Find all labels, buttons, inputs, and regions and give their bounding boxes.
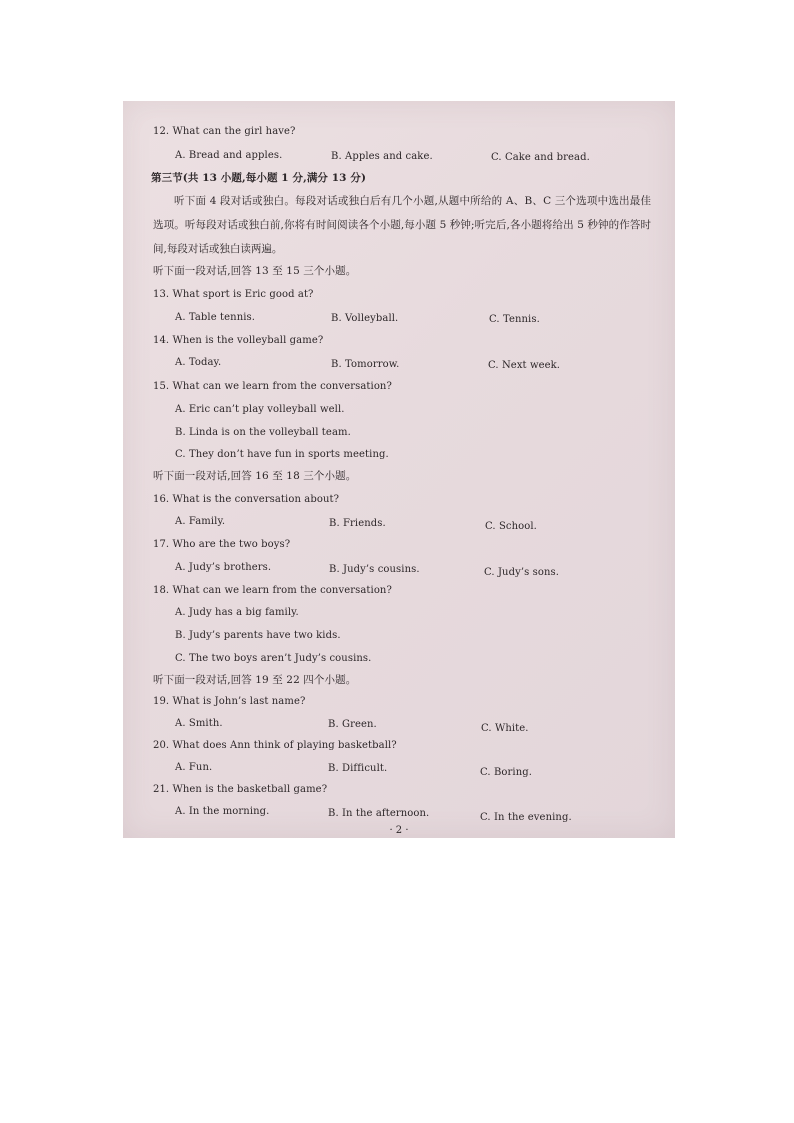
dialog-2-intro: 听下面一段对话,回答 16 至 18 三个小题。: [153, 470, 357, 482]
question-21-stem: 21. When is the basketball game?: [153, 784, 328, 795]
question-16-option-b: B. Friends.: [329, 518, 386, 529]
question-12-option-c: C. Cake and bread.: [491, 152, 590, 163]
dialog-3-intro: 听下面一段对话,回答 19 至 22 四个小题。: [153, 674, 357, 686]
question-13-option-c: C. Tennis.: [489, 314, 540, 325]
question-20-option-c: C. Boring.: [480, 767, 533, 778]
question-19-option-b: B. Green.: [328, 719, 377, 730]
question-17-option-b: B. Judy’s cousins.: [329, 564, 420, 575]
question-13-stem: 13. What sport is Eric good at?: [153, 289, 314, 300]
section-3-heading: 第三节(共 13 小题,每小题 1 分,满分 13 分): [151, 172, 367, 184]
question-18-option-c: C. The two boys aren’t Judy’s cousins.: [175, 653, 372, 664]
question-20-option-a: A. Fun.: [175, 762, 213, 773]
question-12-stem: 12. What can the girl have?: [153, 126, 296, 137]
question-16-option-c: C. School.: [485, 521, 537, 532]
question-14-option-c: C. Next week.: [488, 360, 561, 371]
section-3-instructions: 听下面 4 段对话或独白。每段对话或独白后有几个小题,从题中所给的 A、B、C 三个选项中选出最佳选项。听每段对话或独白前,你将有时间阅读各个小题,每小题 5 秒钟;听完后,各小题将给出 5 秒钟的作答时间,每段对话或独白读两遍。: [153, 195, 651, 255]
question-21-option-b: B. In the afternoon.: [328, 808, 430, 819]
question-17-stem: 17. Who are the two boys?: [153, 539, 291, 550]
question-19-option-a: A. Smith.: [175, 718, 223, 729]
question-16-option-a: A. Family.: [175, 516, 226, 527]
question-19-stem: 19. What is John’s last name?: [153, 696, 306, 707]
question-13-option-b: B. Volleyball.: [331, 313, 399, 324]
question-17-option-c: C. Judy’s sons.: [484, 567, 560, 578]
question-12-option-b: B. Apples and cake.: [331, 151, 433, 162]
question-18-option-a: A. Judy has a big family.: [175, 607, 299, 618]
question-18-option-b: B. Judy’s parents have two kids.: [175, 630, 341, 641]
question-19-option-c: C. White.: [481, 723, 529, 734]
exam-page-photo: [123, 101, 675, 838]
page-number: · 2 ·: [389, 825, 409, 836]
question-14-option-a: A. Today.: [175, 357, 222, 368]
question-17-option-a: A. Judy’s brothers.: [175, 562, 272, 573]
question-12-option-a: A. Bread and apples.: [175, 150, 283, 161]
question-13-option-a: A. Table tennis.: [175, 312, 256, 323]
question-16-stem: 16. What is the conversation about?: [153, 494, 340, 505]
question-20-stem: 20. What does Ann think of playing basketball?: [153, 740, 397, 751]
question-15-stem: 15. What can we learn from the conversation?: [153, 381, 392, 392]
question-21-option-c: C. In the evening.: [480, 812, 572, 823]
question-15-option-b: B. Linda is on the volleyball team.: [175, 427, 351, 438]
question-14-option-b: B. Tomorrow.: [331, 359, 400, 370]
question-14-stem: 14. When is the volleyball game?: [153, 335, 324, 346]
question-21-option-a: A. In the morning.: [175, 806, 270, 817]
dialog-1-intro: 听下面一段对话,回答 13 至 15 三个小题。: [153, 265, 357, 277]
question-15-option-a: A. Eric can’t play volleyball well.: [175, 404, 345, 415]
question-15-option-c: C. They don’t have fun in sports meeting.: [175, 449, 389, 460]
question-20-option-b: B. Difficult.: [328, 763, 388, 774]
question-18-stem: 18. What can we learn from the conversation?: [153, 585, 392, 596]
